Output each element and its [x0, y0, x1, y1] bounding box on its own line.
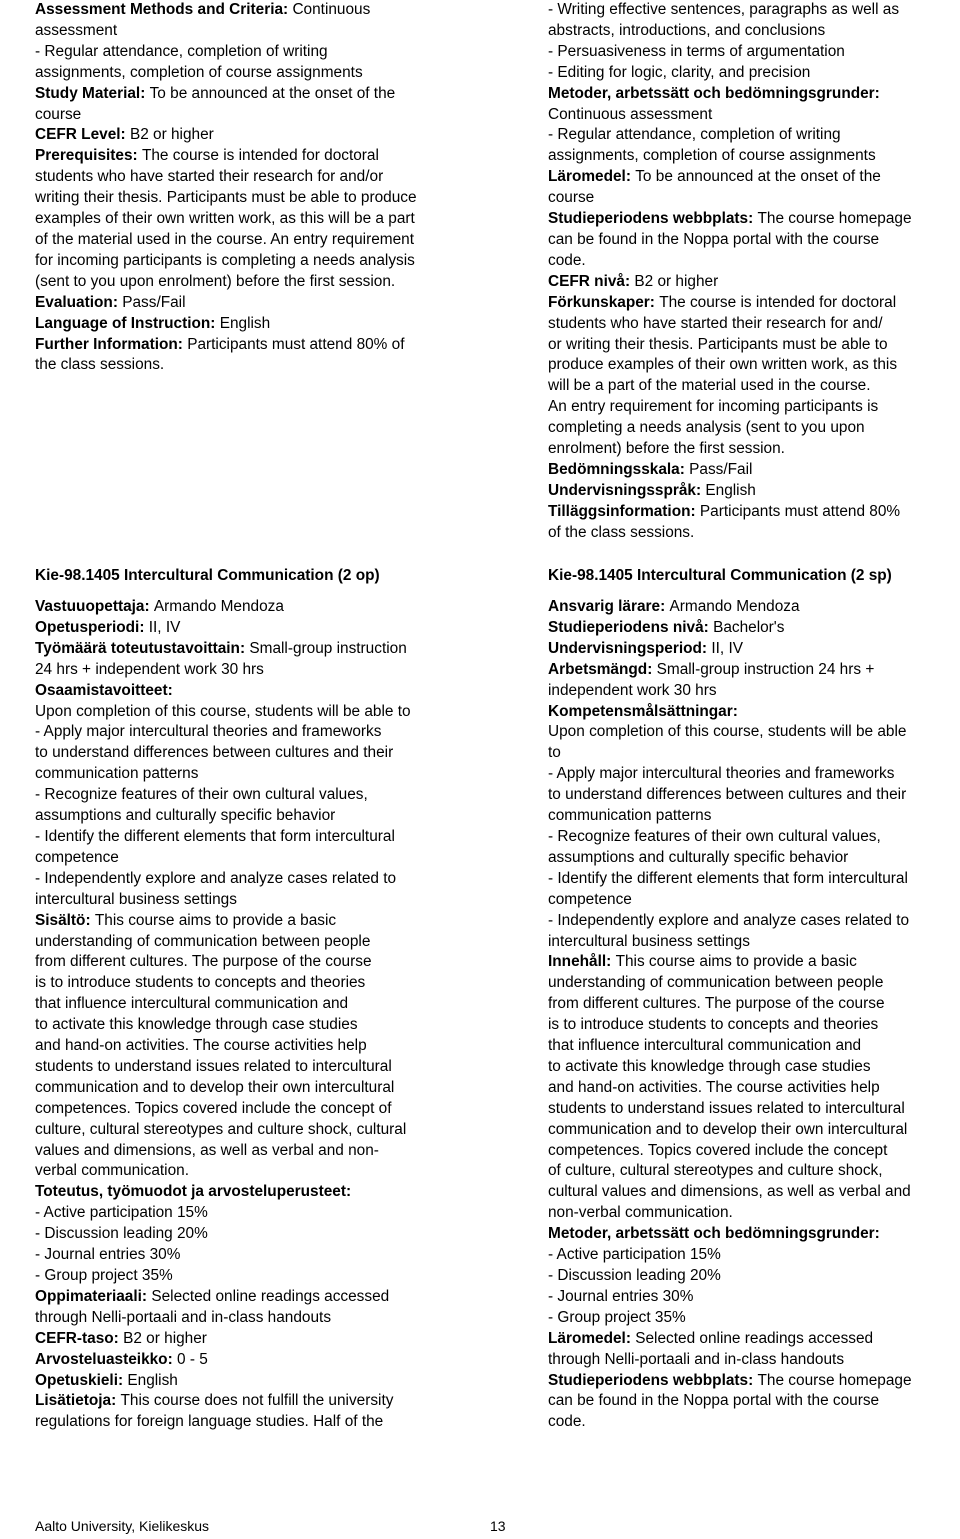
field-value: - Writing effective sentences, paragraphs as well as — [548, 1, 900, 18]
field-value: assignments, completion of course assignments — [35, 63, 363, 81]
field-value: writing their thesis. Participants must be able to produce — [35, 189, 417, 207]
field-value: the class sessions. — [35, 356, 165, 374]
field-value: Upon completion of this course, students will be able to — [35, 702, 411, 720]
field-value: B2 or higher — [634, 272, 719, 290]
field-label: Oppimateriaali: — [35, 1287, 152, 1305]
text-line — [548, 660, 912, 681]
field-value: intercultural business settings — [35, 890, 237, 908]
text-line — [35, 42, 417, 63]
field-value: Small-group instruction — [249, 639, 407, 657]
field-value: to understand differences between cultures and their — [548, 786, 907, 804]
field-value: competence — [35, 848, 119, 866]
field-label: Evaluation: — [35, 293, 123, 311]
field-value: Participants must attend 80% of — [187, 335, 405, 353]
field-label: CEFR-taso: — [35, 1329, 124, 1347]
field-value: English — [219, 314, 271, 332]
text-line — [35, 869, 411, 890]
field-value: understanding of communication between people — [548, 974, 884, 992]
field-label: Lisätietoja: — [35, 1392, 121, 1410]
text-line — [548, 1350, 912, 1371]
text-line — [548, 42, 912, 63]
text-line — [548, 460, 912, 481]
text-line — [548, 523, 912, 544]
field-label: Vastuuopettaja: — [35, 598, 154, 615]
field-value: understanding of communication between people — [35, 932, 371, 950]
field-value: will be a part of the material used in the course. — [548, 377, 871, 395]
field-value: The course homepage — [757, 210, 912, 228]
right-column-body — [548, 597, 912, 1433]
field-value: through Nelli-portaali and in-class handouts — [35, 1308, 332, 1326]
field-label: Metoder, arbetssätt och bedömningsgrunder: — [548, 84, 880, 102]
text-line — [35, 1391, 411, 1412]
text-line — [548, 251, 912, 272]
field-label: Studieperiodens webbplats: — [548, 1371, 758, 1389]
text-line — [548, 890, 912, 911]
text-line — [548, 848, 912, 869]
text-line — [35, 973, 411, 994]
text-line — [35, 1120, 411, 1141]
field-value: to activate this knowledge through case studies — [548, 1057, 871, 1075]
text-line — [548, 125, 912, 146]
text-line — [548, 1224, 912, 1245]
text-line — [548, 355, 912, 376]
text-line — [35, 890, 411, 911]
text-line — [548, 639, 912, 660]
field-value: This course aims to provide a basic — [94, 911, 337, 929]
text-line — [35, 105, 417, 126]
field-value: assumptions and culturally specific behavior — [35, 807, 336, 825]
field-value: for incoming participants is completing a needs analysis — [35, 251, 415, 269]
field-value: is to introduce students to concepts and theories — [548, 1016, 879, 1034]
text-line — [548, 167, 912, 188]
field-label: Läromedel: — [548, 168, 636, 186]
field-value: - Independently explore and analyze cases related to — [35, 869, 397, 887]
text-line — [35, 994, 411, 1015]
field-value: II, IV — [711, 639, 743, 657]
field-label: Metoder, arbetssätt och bedömningsgrunder: — [548, 1225, 880, 1243]
text-line — [35, 764, 411, 785]
right-course-heading: Kie-98.1405 Intercultural Communication (2 sp) — [548, 567, 892, 584]
field-value: - Identify the different elements that form intercultural — [35, 827, 395, 845]
field-value: - Active participation 15% — [548, 1246, 721, 1264]
field-label: Kompetensmålsättningar: — [548, 702, 738, 720]
field-value: to — [548, 744, 561, 762]
field-value: communication patterns — [35, 765, 199, 783]
text-line — [548, 1161, 912, 1182]
text-line — [35, 335, 417, 356]
field-value: (sent to you upon enrolment) before the first session. — [35, 272, 396, 290]
field-value: - Persuasiveness in terms of argumentation — [548, 42, 845, 60]
field-label: Assessment Methods and Criteria: — [35, 1, 293, 18]
text-line — [35, 1141, 411, 1162]
field-label: Undervisningsspråk: — [548, 481, 706, 499]
text-line — [548, 1141, 912, 1162]
field-value: completing a needs analysis (sent to you upon — [548, 419, 865, 437]
right-column-top — [548, 0, 912, 544]
text-line — [548, 293, 912, 314]
text-line — [548, 1120, 912, 1141]
text-line — [548, 785, 912, 806]
text-line — [35, 1015, 411, 1036]
field-label: Sisältö: — [35, 911, 95, 929]
field-value: Selected online readings accessed — [151, 1287, 390, 1305]
text-line — [35, 848, 411, 869]
text-line — [35, 911, 411, 932]
field-label: Study Material: — [35, 84, 150, 102]
field-value: assignments, completion of course assignments — [548, 147, 876, 165]
text-line — [35, 702, 411, 723]
field-value: Selected online readings accessed — [635, 1329, 874, 1347]
field-label: Prerequisites: — [35, 147, 142, 165]
text-line — [35, 84, 417, 105]
text-line — [35, 806, 411, 827]
field-value: - Recognize features of their own cultural values, — [548, 827, 881, 845]
field-value: that influence intercultural communication and — [548, 1037, 862, 1055]
text-line — [548, 1036, 912, 1057]
field-value: students who have started their research for and/or — [35, 168, 384, 186]
field-label: Opetusperiodi: — [35, 618, 149, 636]
text-line — [548, 1412, 912, 1433]
field-value: of culture, cultural stereotypes and culture shock, — [548, 1162, 883, 1180]
text-line — [548, 335, 912, 356]
field-value: - Journal entries 30% — [35, 1246, 181, 1264]
field-label: Förkunskaper: — [548, 293, 660, 311]
field-value: cultural values and dimensions, as well as verbal and — [548, 1183, 911, 1201]
text-line — [548, 84, 912, 105]
field-value: verbal communication. — [35, 1162, 189, 1180]
text-line — [35, 230, 417, 251]
text-line — [548, 722, 912, 743]
field-value: Armando Mendoza — [153, 598, 284, 615]
text-line — [548, 209, 912, 230]
text-line — [548, 597, 912, 618]
text-line — [35, 1224, 411, 1245]
field-value: - Regular attendance, completion of writing — [35, 42, 328, 60]
text-line — [548, 952, 912, 973]
field-value: and hand-on activities. The course activities help — [548, 1078, 880, 1096]
text-line — [35, 63, 417, 84]
text-line — [548, 1266, 912, 1287]
text-line — [35, 1036, 411, 1057]
field-value: Upon completion of this course, students will be able — [548, 723, 907, 741]
field-value: - Active participation 15% — [35, 1204, 208, 1222]
text-line — [548, 681, 912, 702]
text-line — [548, 1203, 912, 1224]
text-line — [35, 1371, 411, 1392]
text-line — [548, 230, 912, 251]
field-value: - Regular attendance, completion of writing — [548, 126, 841, 144]
text-line — [35, 0, 417, 21]
text-line — [548, 994, 912, 1015]
field-value: that influence intercultural communication and — [35, 995, 349, 1013]
field-value: Pass/Fail — [122, 293, 186, 311]
field-value: B2 or higher — [129, 126, 214, 144]
field-value: - Discussion leading 20% — [548, 1267, 721, 1284]
field-value: values and dimensions, as well as verbal and non- — [35, 1141, 379, 1159]
field-value: - Editing for logic, clarity, and precision — [548, 63, 811, 81]
text-line — [548, 1057, 912, 1078]
text-line — [35, 125, 417, 146]
text-line — [35, 1412, 411, 1433]
field-value: - Journal entries 30% — [548, 1287, 694, 1305]
footer-page-number: 13 — [490, 1518, 506, 1534]
text-line — [548, 932, 912, 953]
text-line — [548, 439, 912, 460]
text-line — [548, 314, 912, 335]
field-value: - Independently explore and analyze cases related to — [548, 911, 910, 929]
field-label: Further Information: — [35, 335, 188, 353]
field-label: Innehåll: — [548, 953, 616, 971]
field-value: intercultural business settings — [548, 932, 750, 950]
field-value: can be found in the Noppa portal with the course — [548, 1392, 880, 1410]
text-line — [35, 209, 417, 230]
field-value: can be found in the Noppa portal with the course — [548, 230, 880, 248]
text-line — [548, 973, 912, 994]
field-value: - Identify the different elements that form intercultural — [548, 869, 908, 887]
text-line — [548, 618, 912, 639]
field-value: students to understand issues related to intercultural — [548, 1099, 905, 1117]
field-value: from different cultures. The purpose of the course — [35, 953, 372, 971]
field-label: Undervisningsperiod: — [548, 639, 712, 657]
field-value: assessment — [35, 21, 118, 39]
text-line — [548, 1182, 912, 1203]
text-line — [548, 272, 912, 293]
text-line — [35, 722, 411, 743]
text-line — [548, 21, 912, 42]
text-line — [548, 1078, 912, 1099]
text-line — [35, 785, 411, 806]
text-line — [35, 597, 411, 618]
field-value: to activate this knowledge through case studies — [35, 1016, 358, 1034]
text-line — [548, 418, 912, 439]
text-line — [35, 1266, 411, 1287]
text-line — [35, 932, 411, 953]
field-value: 0 - 5 — [177, 1350, 208, 1368]
field-value: Continuous — [292, 1, 371, 18]
field-label: Opetuskieli: — [35, 1371, 128, 1389]
text-line — [35, 1245, 411, 1266]
field-value: Bachelor's — [713, 618, 785, 636]
text-line — [548, 1287, 912, 1308]
field-value: The course is intended for doctoral — [659, 293, 897, 311]
field-value: non-verbal communication. — [548, 1204, 733, 1222]
field-label: Bedömningsskala: — [548, 460, 690, 478]
field-label: Työmäärä toteutustavoittain: — [35, 639, 250, 657]
field-value: students to understand issues related to intercultural — [35, 1057, 392, 1075]
field-label: Toteutus, työmuodot ja arvosteluperusteet: — [35, 1183, 352, 1201]
text-line — [35, 188, 417, 209]
field-label: Ansvarig lärare: — [548, 598, 670, 615]
text-line — [35, 251, 417, 272]
text-line — [548, 1245, 912, 1266]
field-value: Continuous assessment — [548, 105, 713, 123]
left-column-top — [35, 0, 417, 376]
field-value: The course is intended for doctoral — [141, 147, 379, 165]
field-label: Tilläggsinformation: — [548, 502, 700, 520]
text-line — [548, 827, 912, 848]
field-value: 24 hrs + independent work 30 hrs — [35, 660, 264, 678]
field-label: Studieperiodens webbplats: — [548, 210, 758, 228]
field-value: - Recognize features of their own cultural values, — [35, 786, 368, 804]
field-value: - Apply major intercultural theories and frameworks — [35, 723, 382, 741]
field-value: Pass/Fail — [689, 460, 753, 478]
text-line — [35, 639, 411, 660]
text-line — [35, 293, 417, 314]
text-line — [548, 806, 912, 827]
field-value: course — [35, 105, 82, 123]
field-value: English — [127, 1371, 178, 1389]
field-value: examples of their own written work, as this will be a part — [35, 210, 415, 228]
text-line — [35, 743, 411, 764]
left-column-body — [35, 597, 411, 1433]
field-value: English — [705, 481, 756, 499]
field-label: CEFR nivå: — [548, 272, 635, 290]
field-value: - Discussion leading 20% — [35, 1225, 208, 1243]
field-value: To be announced at the onset of the — [149, 84, 396, 102]
text-line — [548, 764, 912, 785]
field-value: course — [548, 189, 595, 207]
text-line — [35, 660, 411, 681]
text-line — [35, 618, 411, 639]
field-value: - Group project 35% — [35, 1267, 173, 1284]
text-line — [548, 0, 912, 21]
field-value: to understand differences between cultures and their — [35, 744, 394, 762]
text-line — [548, 481, 912, 502]
text-line — [548, 869, 912, 890]
field-value: - Apply major intercultural theories and frameworks — [548, 765, 895, 783]
field-value: competence — [548, 890, 632, 908]
field-value: communication and to develop their own intercultural — [35, 1078, 395, 1096]
text-line — [35, 146, 417, 167]
footer-organization: Aalto University, Kielikeskus — [35, 1518, 210, 1534]
text-line — [548, 911, 912, 932]
field-label: Studieperiodens nivå: — [548, 618, 714, 636]
field-value: regulations for foreign language studies. Half of the — [35, 1413, 384, 1431]
text-line — [35, 1161, 411, 1182]
text-line — [35, 355, 417, 376]
text-line — [548, 146, 912, 167]
text-line — [548, 188, 912, 209]
field-value: II, IV — [148, 618, 181, 636]
field-value: is to introduce students to concepts and theories — [35, 974, 366, 992]
field-value: communication patterns — [548, 807, 712, 825]
field-value: and hand-on activities. The course activities help — [35, 1037, 367, 1055]
text-line — [35, 1308, 411, 1329]
field-label: Osaamistavoitteet: — [35, 681, 173, 699]
text-line — [35, 952, 411, 973]
field-value: Participants must attend 80% — [699, 502, 901, 520]
text-line — [35, 1078, 411, 1099]
field-value: competences. Topics covered include the concept — [548, 1141, 888, 1159]
text-line — [548, 1391, 912, 1412]
text-line — [548, 105, 912, 126]
text-line — [548, 1371, 912, 1392]
field-value: independent work 30 hrs — [548, 681, 717, 699]
field-value: produce examples of their own written work, as this — [548, 356, 898, 374]
text-line — [35, 21, 417, 42]
text-line — [548, 702, 912, 723]
field-value: culture, cultural stereotypes and culture shock, cultural — [35, 1120, 407, 1138]
field-value: through Nelli-portaali and in-class handouts — [548, 1350, 845, 1368]
field-value: of the class sessions. — [548, 523, 695, 541]
field-value: assumptions and culturally specific behavior — [548, 848, 849, 866]
field-label: CEFR Level: — [35, 126, 130, 144]
text-line — [548, 1308, 912, 1329]
field-label: Arbetsmängd: — [548, 660, 657, 678]
field-value: of the material used in the course. An entry requirement — [35, 230, 414, 248]
text-line — [548, 397, 912, 418]
text-line — [548, 63, 912, 84]
field-label: Language of Instruction: — [35, 314, 220, 332]
field-value: - Group project 35% — [548, 1308, 686, 1326]
text-line — [35, 1182, 411, 1203]
text-line — [35, 314, 417, 335]
field-value: from different cultures. The purpose of the course — [548, 995, 885, 1013]
text-line — [35, 1057, 411, 1078]
text-line — [35, 1287, 411, 1308]
text-line — [35, 167, 417, 188]
field-label: Arvosteluasteikko: — [35, 1350, 177, 1368]
field-value: An entry requirement for incoming participants is — [548, 398, 879, 416]
field-value: Small-group instruction 24 hrs + — [656, 660, 875, 678]
text-line — [548, 376, 912, 397]
field-label: Läromedel: — [548, 1329, 636, 1347]
text-line — [548, 1099, 912, 1120]
text-line — [35, 1099, 411, 1120]
text-line — [35, 1329, 411, 1350]
text-line — [35, 827, 411, 848]
text-line — [35, 1203, 411, 1224]
field-value: enrolment) before the first session. — [548, 440, 785, 458]
field-value: This course does not fulfill the university — [120, 1392, 394, 1410]
field-value: To be announced at the onset of the — [635, 168, 881, 186]
text-line — [35, 1350, 411, 1371]
text-line — [548, 743, 912, 764]
field-value: or writing their thesis. Participants must be able to — [548, 335, 888, 353]
left-course-heading: Kie-98.1405 Intercultural Communication (2 op) — [35, 567, 380, 584]
field-value: competences. Topics covered include the concept of — [35, 1099, 392, 1117]
field-value: code. — [548, 1413, 586, 1431]
text-line — [35, 272, 417, 293]
field-value: This course aims to provide a basic — [615, 953, 857, 971]
field-value: students who have started their research for and/ — [548, 314, 883, 332]
text-line — [548, 502, 912, 523]
text-line — [548, 1015, 912, 1036]
field-value: code. — [548, 251, 586, 269]
field-value: communication and to develop their own intercultural — [548, 1120, 908, 1138]
field-value: The course homepage — [757, 1371, 912, 1389]
text-line — [35, 681, 411, 702]
text-line — [548, 1329, 912, 1350]
field-value: Armando Mendoza — [669, 598, 800, 615]
field-value: abstracts, introductions, and conclusions — [548, 21, 826, 39]
field-value: B2 or higher — [123, 1329, 207, 1347]
